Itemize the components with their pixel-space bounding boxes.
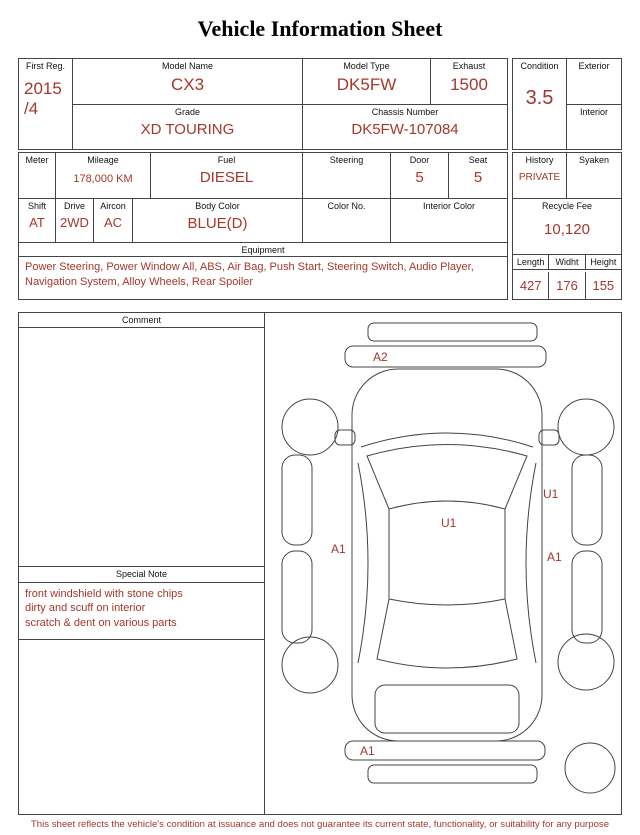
body-color-cell bbox=[133, 199, 303, 242]
drive-cell bbox=[56, 199, 94, 242]
comment-label: Comment bbox=[19, 313, 264, 328]
registration-table bbox=[18, 58, 508, 150]
history-row bbox=[513, 153, 621, 199]
condition-cell bbox=[513, 59, 567, 149]
exterior-interior-column bbox=[567, 59, 621, 149]
history-value: PRIVATE bbox=[518, 172, 561, 183]
history-label: History bbox=[525, 155, 554, 165]
length-value: 427 bbox=[513, 272, 549, 299]
seat-label: Seat bbox=[468, 155, 488, 165]
door-panel-rear-left bbox=[282, 551, 312, 643]
damage-mark-roof-center: U1 bbox=[441, 516, 457, 530]
shoulder-line-left bbox=[358, 463, 368, 663]
comment-panel-spacer bbox=[19, 640, 264, 814]
mileage-label: Mileage bbox=[87, 155, 119, 165]
spec-table bbox=[18, 152, 508, 300]
door-panel-front-right bbox=[572, 455, 602, 545]
first-reg-cell bbox=[19, 59, 73, 149]
rear-bumper-strip bbox=[368, 765, 537, 783]
mileage-value: 178,000 KM bbox=[73, 173, 133, 185]
equipment-section bbox=[19, 243, 507, 299]
interior-color-label: Interior Color bbox=[422, 201, 476, 211]
steering-cell bbox=[303, 153, 391, 198]
exterior-label: Exterior bbox=[578, 61, 610, 71]
chassis-value: DK5FW-107084 bbox=[351, 121, 459, 138]
fuel-cell bbox=[151, 153, 303, 198]
rear-window bbox=[377, 599, 517, 668]
first-reg-value bbox=[19, 73, 72, 118]
special-note-text bbox=[19, 583, 264, 640]
rear-bumper-outline bbox=[345, 741, 545, 760]
interior-color-cell bbox=[391, 199, 507, 242]
fuel-value: DIESEL bbox=[199, 169, 254, 186]
condition-table bbox=[512, 58, 622, 150]
syaken-cell bbox=[567, 153, 621, 198]
door-panel-rear-right bbox=[572, 551, 602, 643]
drive-value: 2WD bbox=[60, 215, 89, 230]
history-cell bbox=[513, 153, 567, 198]
interior-label: Interior bbox=[579, 107, 608, 117]
width-value: 176 bbox=[549, 272, 585, 299]
door-label: Door bbox=[409, 155, 430, 165]
aircon-value: AC bbox=[103, 215, 123, 230]
spec-row bbox=[19, 153, 507, 199]
shoulder-line-right bbox=[526, 463, 536, 663]
type-exhaust-row bbox=[303, 59, 507, 105]
damage-mark-left-side: A1 bbox=[331, 542, 346, 556]
meter-cell bbox=[19, 153, 56, 198]
drive-label: Drive bbox=[63, 201, 85, 211]
chassis-cell bbox=[303, 105, 507, 149]
first-reg-label: First Reg. bbox=[25, 61, 65, 71]
steering-label: Steering bbox=[329, 155, 364, 165]
wheel-rear-left bbox=[282, 637, 338, 693]
model-name-label: Model Name bbox=[161, 61, 214, 71]
windshield bbox=[367, 445, 527, 510]
wheel-rear-right bbox=[558, 634, 614, 690]
car-top-view bbox=[265, 313, 621, 814]
width-label: Widht bbox=[549, 255, 585, 269]
special-note-line: front windshield with stone chips bbox=[25, 588, 183, 600]
shift-label: Shift bbox=[27, 201, 46, 211]
exhaust-cell bbox=[431, 59, 507, 104]
special-note-line: scratch & dent on various parts bbox=[25, 616, 177, 629]
chassis-label: Chassis Number bbox=[371, 107, 439, 117]
seat-value: 5 bbox=[473, 169, 483, 186]
shift-value: AT bbox=[29, 215, 45, 230]
first-reg-year: 2015 bbox=[24, 79, 62, 98]
comment-body bbox=[19, 328, 264, 566]
equipment-text: Power Steering, Power Window All, ABS, Air Bag, Push Start, Steering Switch, Audio Player, Navigation System, Alloy Wheels, Rear Spoiler bbox=[25, 261, 474, 288]
syaken-label: Syaken bbox=[578, 155, 610, 165]
aircon-cell bbox=[94, 199, 133, 242]
dimensions-header-row bbox=[513, 255, 621, 270]
dimensions-value-row bbox=[513, 270, 621, 299]
model-grade-column bbox=[73, 59, 303, 149]
grade-label: Grade bbox=[174, 107, 200, 117]
damage-mark-right-shoulder: U1 bbox=[543, 487, 559, 501]
exhaust-label: Exhaust bbox=[452, 61, 486, 71]
height-value: 155 bbox=[592, 278, 615, 293]
equipment-label: Equipment bbox=[19, 243, 507, 257]
aircon-label: Aircon bbox=[100, 201, 126, 211]
model-name-value: CX3 bbox=[170, 75, 205, 94]
color-no-label: Color No. bbox=[327, 201, 366, 211]
color-no-cell bbox=[303, 199, 391, 242]
bottom-section bbox=[18, 312, 622, 815]
spare-tire bbox=[565, 743, 615, 793]
special-note-line: dirty and scuff on interior bbox=[25, 602, 146, 615]
wheel-front-right bbox=[558, 399, 614, 455]
trunk-lid bbox=[375, 685, 519, 733]
page-title: Vehicle Information Sheet bbox=[197, 16, 443, 41]
model-name-cell bbox=[73, 59, 302, 105]
recycle-fee-label: Recycle Fee bbox=[541, 201, 593, 211]
first-reg-month: /4 bbox=[24, 98, 39, 118]
condition-label: Condition bbox=[520, 61, 559, 71]
exterior-cell bbox=[567, 59, 621, 105]
condition-score: 3.5 bbox=[525, 87, 554, 109]
car-damage-diagram bbox=[265, 313, 621, 814]
meter-label: Meter bbox=[25, 155, 49, 165]
fuel-label: Fuel bbox=[217, 155, 236, 165]
damage-mark-front-bumper: A2 bbox=[373, 350, 388, 364]
length-label: Length bbox=[513, 255, 549, 269]
door-value: 5 bbox=[415, 169, 424, 186]
mileage-cell bbox=[56, 153, 151, 198]
model-type-label: Model Type bbox=[343, 61, 390, 71]
recycle-fee-value: 10,120 bbox=[544, 221, 590, 238]
type-chassis-column bbox=[303, 59, 507, 149]
model-type-cell bbox=[303, 59, 431, 104]
wheel-front-left bbox=[282, 399, 338, 455]
seat-cell bbox=[449, 153, 507, 198]
body-color-value: BLUE(D) bbox=[187, 215, 248, 232]
grade-cell bbox=[73, 105, 302, 149]
model-type-value: DK5FW bbox=[336, 75, 397, 94]
height-label: Height bbox=[590, 257, 617, 267]
shift-row bbox=[19, 199, 507, 243]
disclaimer-text: This sheet reflects the vehicle's condition at issuance and does not guarantee its current state, functionality, or suitability for any purpose bbox=[30, 819, 610, 830]
dimensions-section bbox=[513, 255, 621, 299]
interior-cell bbox=[567, 105, 621, 149]
recycle-fee-cell bbox=[513, 199, 621, 255]
exhaust-value: 1500 bbox=[450, 75, 488, 94]
shift-cell bbox=[19, 199, 56, 242]
special-note-label: Special Note bbox=[19, 566, 264, 583]
door-cell bbox=[391, 153, 449, 198]
grade-value: XD TOURING bbox=[140, 121, 235, 138]
body-color-label: Body Color bbox=[195, 201, 240, 211]
history-table bbox=[512, 152, 622, 300]
door-panel-front-left bbox=[282, 455, 312, 545]
damage-mark-rear-bumper: A1 bbox=[360, 744, 375, 758]
front-bumper-strip bbox=[368, 323, 537, 341]
comment-panel bbox=[19, 313, 265, 814]
damage-mark-right-side: A1 bbox=[547, 550, 562, 564]
